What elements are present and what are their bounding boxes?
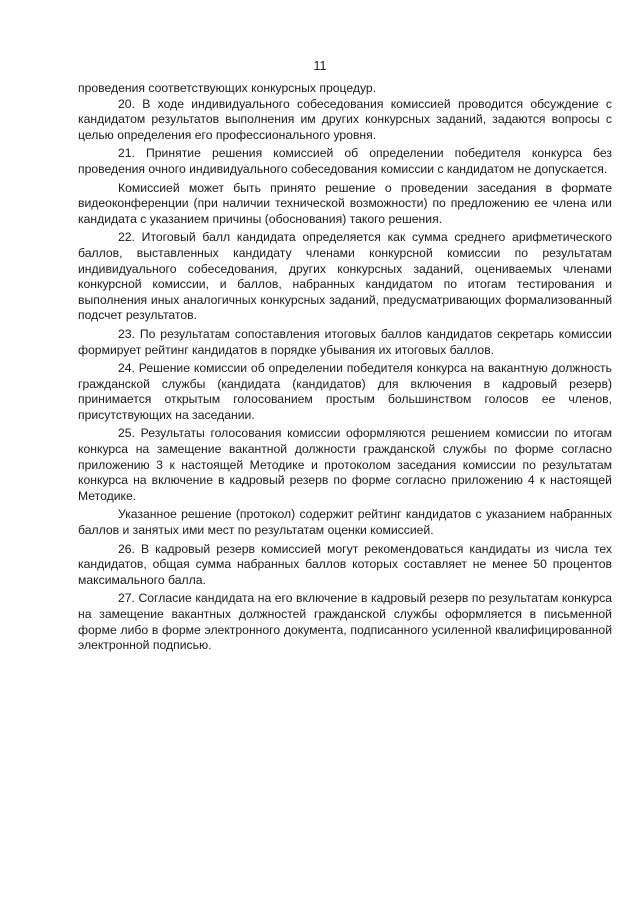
paragraph-item-20: 20. В ходе индивидуального собеседования комиссией проводится обсуждение с кандидатом результатов выполнения им других конкурсных заданий, задаются вопросы с целью определения его профессионального уровня. [78,96,612,142]
paragraph-continuation: проведения соответствующих конкурсных процедур. [78,81,377,95]
paragraph-item-25: 25. Результаты голосования комиссии оформляются решением комиссии по итогам конкурса на замещение вакантной должности гражданской службы по форме согласно приложению 3 к настоящей Методике и протоколом заседания комиссии по результатам конкурса на включение в кадровый резерв по форме согласно приложению 4 к настоящей Методике. [78,426,612,503]
paragraph-videoconference: Комиссией может быть принято решение о проведении заседания в формате видеоконференции (при наличии технической возможности) по предложению ее члена или кандидата с указанием причины (обоснования) такого решения. [78,180,612,226]
document-body [78,81,612,654]
paragraph-decision-rating: Указанное решение (протокол) содержит рейтинг кандидатов с указанием набранных баллов и занятых ими мест по результатам оценки комиссией. [78,507,612,538]
paragraph-item-22: 22. Итоговый балл кандидата определяется как сумма среднего арифметического баллов, выставленных кандидату членами конкурсной комиссии по результатам индивидуального собеседования, других конкурсных заданий, оцениваемых членами конкурсной комиссии, и баллов, набранных кандидатом по итогам тестирования и выполнения иных аналогичных конкурсных заданий, предусматривающих формализованный подсчет результатов. [78,230,612,323]
paragraph-item-21: 21. Принятие решения комиссией об определении победителя конкурса без проведения очного индивидуального собеседования комиссии с кандидатом не допускается. [78,146,612,176]
paragraph-item-24: 24. Решение комиссии об определении победителя конкурса на вакантную должность гражданской службы (кандидата (кандидатов) для включения в кадровый резерв) принимается открытым голосованием простым большинством голосов ее членов, присутствующих на заседании. [78,361,612,422]
paragraph-item-26: 26. В кадровый резерв комиссией могут рекомендоваться кандидаты из числа тех кандидатов, общая сумма набранных баллов которых составляет не менее 50 процентов максимального балла. [78,541,612,587]
paragraph-item-23: 23. По результатам сопоставления итоговых баллов кандидатов секретарь комиссии формирует рейтинг кандидатов в порядке убывания их итоговых баллов. [78,326,612,357]
paragraph-item-27: 27. Согласие кандидата на его включение в кадровый резерв по результатам конкурса на замещение вакантных должностей гражданской службы оформляется в письменной форме либо в форме электронного документа, подписанного усиленной квалифицированной электронной подписью. [78,591,612,653]
page-number: 11 [313,59,327,73]
